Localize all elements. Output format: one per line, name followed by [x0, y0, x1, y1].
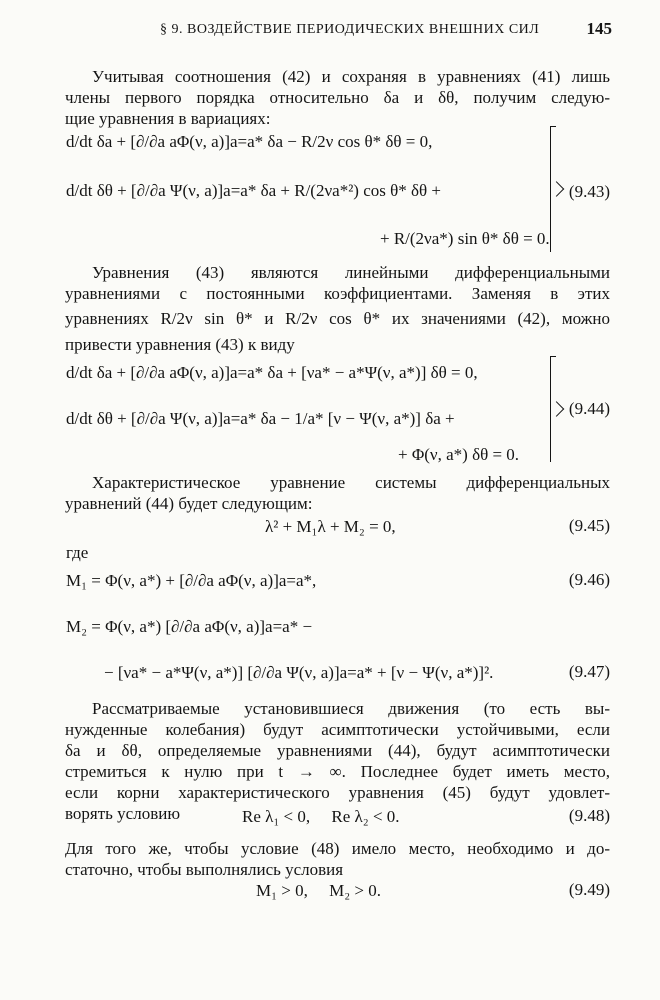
paragraph-5 — [65, 838, 610, 880]
text-line: Характеристическое уравнение системы дифференциальных — [92, 473, 610, 492]
text-line: Уравнения (43) являются линейными дифференциальными — [92, 263, 610, 282]
equation-43-line-2: d/dt δθ + [∂/∂a Ψ(ν, a)]a=a* δa + R/(2νa*²) cos θ* δθ + — [66, 181, 442, 200]
paragraph-2 — [65, 262, 610, 355]
equation-43-line-3: + R/(2νa*) sin θ* δθ = 0. — [380, 229, 550, 248]
equation-47-line-2: − [νa* − a*Ψ(ν, a*)] [∂/∂a Ψ(ν, a)]a=a* + [ν − Ψ(ν, a*)]². — [104, 663, 494, 682]
text-line: уравнений (44) будет следующим: — [65, 494, 313, 513]
equation-44-line-1: d/dt δa + [∂/∂a aΦ(ν, a)]a=a* δa + [νa* − a*Ψ(ν, a*)] δθ = 0, — [66, 363, 478, 382]
equation-47-line-1: M₂ = Φ(ν, a*) [∂/∂a aΦ(ν, a)]a=a* − — [66, 617, 313, 636]
text-line: ворять условию — [65, 804, 181, 823]
paragraph-1 — [65, 66, 610, 129]
text-line: статочно, чтобы выполнялись условия — [65, 860, 344, 879]
equation-49: M₁ > 0, M₂ > 0. — [256, 881, 382, 900]
equation-number: (9.49) — [568, 880, 610, 899]
running-header: § 9. ВОЗДЕЙСТВИЕ ПЕРИОДИЧЕСКИХ ВНЕШНИХ СИЛ — [160, 22, 540, 37]
right-brace — [538, 126, 551, 252]
right-brace — [538, 356, 551, 462]
paragraph-3 — [65, 472, 610, 514]
text-line: уравнениях R/2ν sin θ* и R/2ν cos θ* их значениями (42), можно — [65, 309, 610, 328]
equation-number: (9.47) — [568, 662, 610, 681]
text-line: нужденные колебания) будут асимптотически устойчивыми, если — [65, 720, 610, 739]
equation-number: (9.45) — [568, 516, 610, 535]
equation-44-line-2: d/dt δθ + [∂/∂a Ψ(ν, a)]a=a* δa − 1/a* [ν − Ψ(ν, a*)] δa + — [66, 409, 455, 428]
text-line: члены первого порядка относительно δa и δθ, получим следую- — [65, 88, 610, 107]
text-line: уравнениями с постоянными коэффициентами. Заменяя в этих — [65, 284, 610, 303]
equation-45: λ² + M₁λ + M₂ = 0, — [265, 517, 396, 536]
page-number: 145 — [586, 19, 612, 38]
text-line: Рассматриваемые установившиеся движения (то есть вы- — [92, 699, 610, 718]
equation-number: (9.44) — [568, 399, 610, 418]
equation-48: Re λ₁ < 0, Re λ₂ < 0. — [242, 807, 400, 826]
text-line: привести уравнения (43) к виду — [65, 335, 295, 354]
text-line: если корни характеристического уравнения (45) будут удовлет- — [65, 783, 610, 802]
equation-46: M₁ = Φ(ν, a*) + [∂/∂a aΦ(ν, a)]a=a*, — [66, 571, 317, 590]
text-line: Для того же, чтобы условие (48) имело место, необходимо и до- — [65, 839, 610, 858]
text-line: δa и δθ, определяемые уравнениями (44), будут асимптотически — [65, 741, 610, 760]
equation-number: (9.46) — [568, 570, 610, 589]
equation-number: (9.43) — [568, 182, 610, 201]
equation-number: (9.48) — [568, 806, 610, 825]
equation-44-line-3: + Φ(ν, a*) δθ = 0. — [398, 445, 520, 464]
equation-43-line-1: d/dt δa + [∂/∂a aΦ(ν, a)]a=a* δa − R/2ν cos θ* δθ = 0, — [66, 132, 433, 151]
text-line: Учитывая соотношения (42) и сохраняя в уравнениях (41) лишь — [92, 67, 610, 86]
word-gde: где — [66, 543, 89, 562]
text-line: щие уравнения в вариациях: — [65, 109, 271, 128]
text-line: стремиться к нулю при t → ∞. Последнее будет иметь место, — [65, 762, 610, 781]
